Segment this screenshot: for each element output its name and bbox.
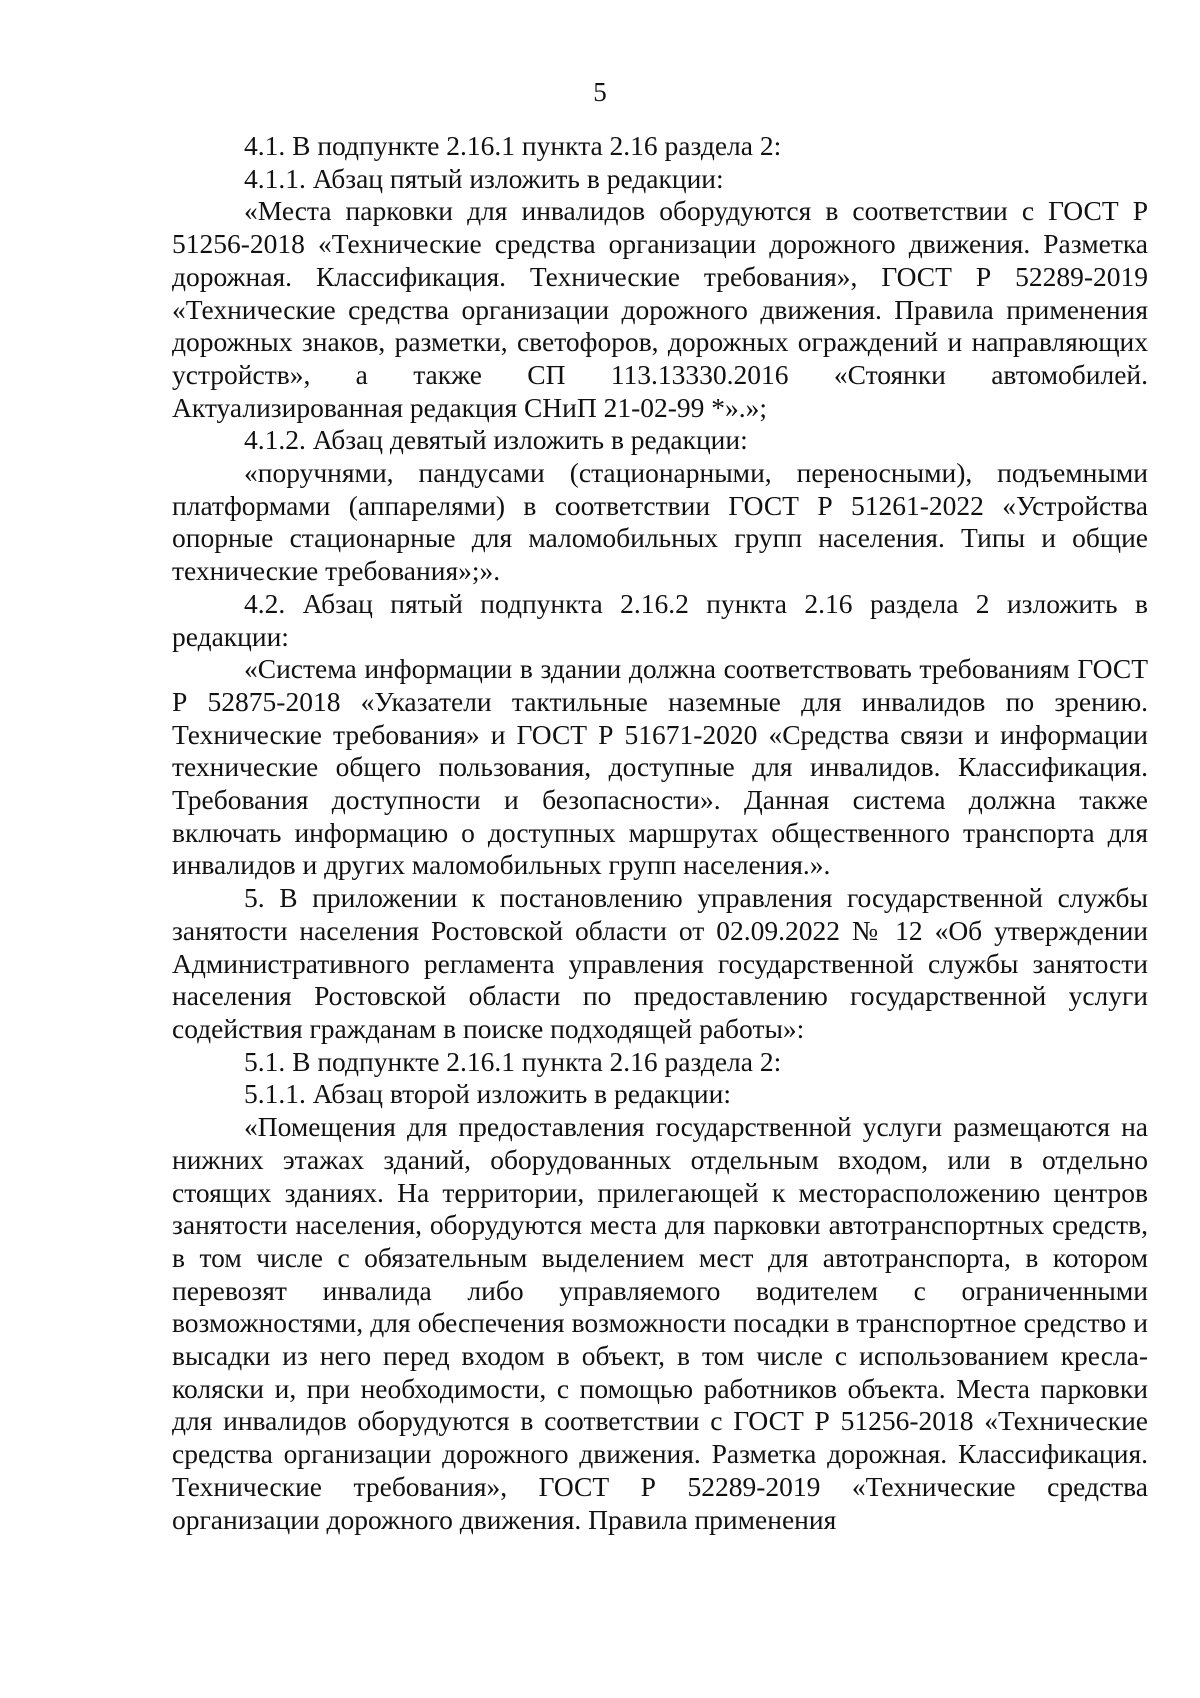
paragraph-5: 5. В приложении к постановлению управления государственной службы занятости населения Ростовской области от 02.09.2022 № 12 «Об утверждении Административного регламента управления государственной службы занятости населения Ростовской области по предоставлению государственной услуги содействия гражданам в поиске подходящей работы»: (172, 882, 1148, 1044)
paragraph-quote-premises: «Помещения для предоставления государственной услуги размещаются на нижних этажах зданий, оборудованных отдельным входом, или в отдельно стоящих зданиях. На территории, прилегающей к месторасположению центров занятости населения, оборудуются места для парковки автотранспортных средств, в том числе с обязательным выделением мест для автотранспорта, в котором перевозят инвалида либо управляемого водителем с ограниченными возможностями, для обеспечения возможности посадки в транспортное средство и высадки из него перед входом в объект, в том числе с использованием кресла-коляски и, при необходимости, с помощью работников объекта. Места парковки для инвалидов оборудуются в соответствии с ГОСТ Р 51256-2018 «Технические средства организации дорожного движения. Разметка дорожная. Классификация. Технические требования», ГОСТ Р 52289-2019 «Технические средства организации дорожного движения. Правила применения (172, 1111, 1148, 1535)
paragraph-4-2: 4.2. Абзац пятый подпункта 2.16.2 пункта 2.16 раздела 2 изложить в редакции: (172, 587, 1148, 652)
paragraph-quote-information-system: «Система информации в здании должна соответствовать требованиям ГОСТ Р 52875-2018 «Указатели тактильные наземные для инвалидов по зрению. Технические требования» и ГОСТ Р 51671-2020 «Средства связи и информации технические общего пользования, доступные для инвалидов. Классификация. Требования доступности и безопасности». Данная система должна также включать информацию о доступных маршрутах общественного транспорта для инвалидов и других маломобильных групп населения.». (172, 653, 1148, 881)
page-number: 5 (593, 77, 607, 107)
paragraph-quote-handrails: «поручнями, пандусами (стационарными, переносными), подъемными платформами (аппарелями) в соответствии ГОСТ Р 51261-2022 «Устройства опорные стационарные для маломобильных групп населения. Типы и общие технические требования»;». (172, 457, 1148, 587)
paragraph-5-1: 5.1. В подпункте 2.16.1 пункта 2.16 раздела 2: (244, 1045, 782, 1077)
paragraph-quote-parking: «Места парковки для инвалидов оборудуются в соответствии с ГОСТ Р 51256-2018 «Технические средства организации дорожного движения. Разметка дорожная. Классификация. Технические требования», ГОСТ Р 52289-2019 «Технические средства организации дорожного движения. Правила применения дорожных знаков, разметки, светофоров, дорожных ограждений и направляющих устройств», а также СП 113.13330.2016 «Стоянки автомобилей. Актуализированная редакция СНиП 21-02-99 *».»; (172, 195, 1148, 423)
paragraph-4-1-1: 4.1.1. Абзац пятый изложить в редакции: (244, 162, 724, 194)
paragraph-4-1-2: 4.1.2. Абзац девятый изложить в редакции: (244, 424, 748, 456)
paragraph-5-1-1: 5.1.1. Абзац второй изложить в редакции: (244, 1078, 731, 1110)
document-body (172, 130, 1148, 1536)
paragraph-4-1: 4.1. В подпункте 2.16.1 пункта 2.16 раздела 2: (244, 130, 782, 161)
